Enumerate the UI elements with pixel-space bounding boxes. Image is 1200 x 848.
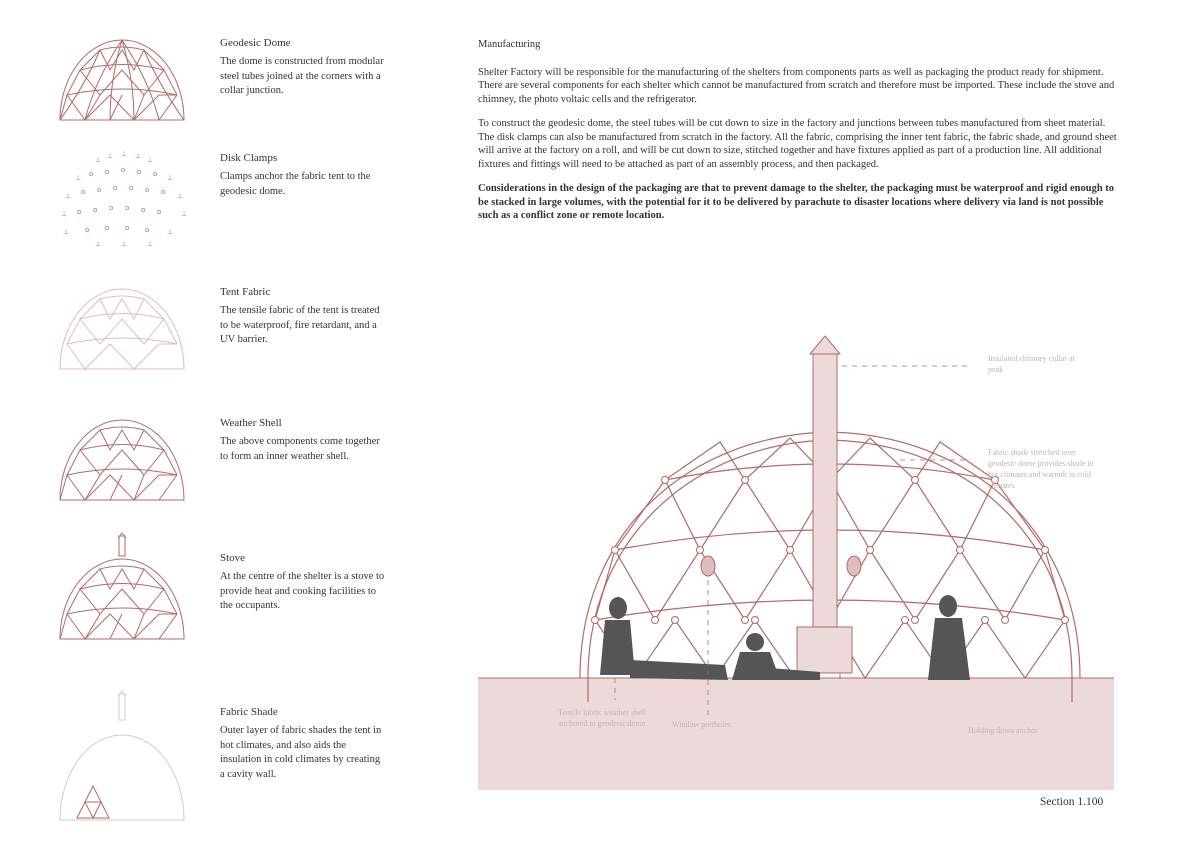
svg-text:o: o: [105, 224, 110, 232]
component-disk-clamps: [0, 150, 440, 280]
svg-text:o: o: [145, 186, 150, 194]
svg-text:⊥: ⊥: [177, 192, 184, 200]
annotation-fabric-shade: Fabric shade stretched over geodesic dome provides shade in hot climates and warmth in cold climates: [988, 448, 1094, 490]
svg-text:⊥: ⊥: [167, 174, 174, 182]
component-title: Disk Clamps: [220, 152, 278, 164]
component-title: Weather Shell: [220, 417, 282, 429]
porthole-left: [701, 556, 715, 576]
stove-dome-icon: [55, 532, 190, 644]
svg-text:⊥: ⊥: [95, 240, 102, 248]
svg-text:⊥: ⊥: [147, 240, 154, 248]
svg-text:o: o: [93, 206, 98, 214]
annotation-portholes: Window portholes: [672, 720, 732, 729]
svg-text:⊥: ⊥: [135, 152, 142, 160]
svg-text:⊥: ⊥: [107, 152, 114, 160]
svg-text:⊥: ⊥: [181, 210, 188, 218]
annotation-weather-shell: Tensile fabric weather shell anchored to geodesic dome.: [558, 708, 648, 728]
svg-text:o: o: [125, 224, 130, 232]
component-description: The tensile fabric of the tent is treated to be waterproof, fire retardant, and a UV barrier.: [220, 305, 380, 345]
manufacturing-heading: Manufacturing: [478, 39, 541, 50]
porthole-right: [847, 556, 861, 576]
svg-text:⊥: ⊥: [121, 150, 128, 158]
component-title: Tent Fabric: [220, 286, 271, 298]
chimney: [810, 336, 840, 627]
svg-text:⊥: ⊥: [95, 156, 102, 164]
svg-text:o: o: [129, 184, 134, 192]
component-fabric-shade: [0, 690, 440, 820]
svg-text:o: o: [81, 188, 86, 196]
annotation-anchor: Holding down anchor: [968, 726, 1038, 735]
svg-text:o: o: [161, 188, 166, 196]
manufacturing-text: [478, 38, 1118, 234]
people-silhouettes: [600, 595, 970, 680]
svg-text:o: o: [113, 184, 118, 192]
svg-text:o: o: [153, 170, 158, 178]
svg-text:o: o: [141, 206, 146, 214]
svg-text:o: o: [105, 168, 110, 176]
svg-text:⊥: ⊥: [121, 240, 128, 248]
manufacturing-paragraph-2: To construct the geodesic dome, the steel tubes will be cut down to size in the factory and junctions between tubes manufactured from sheet material. The disk clamps can also be manufactured from scratch in the factory. All the fabric, comprising the inner tent fabric, the fabric shade, and ground sheet will arrive at the factory on a roll, and will be cut down to size, stitched together and have fixtures applied as part of a production line. All additional fixtures and fittings will need to be attached as part of an assembly process, and then packaged.: [478, 118, 1117, 170]
tent-fabric-icon: [55, 284, 190, 374]
svg-text:⊥: ⊥: [63, 228, 70, 236]
component-weather-shell: [0, 415, 440, 545]
component-title: Fabric Shade: [220, 706, 278, 718]
svg-text:o: o: [109, 204, 114, 212]
svg-text:⊥: ⊥: [75, 174, 82, 182]
svg-text:o: o: [157, 208, 162, 216]
svg-text:o: o: [89, 170, 94, 178]
component-title: Stove: [220, 552, 246, 564]
component-description: Clamps anchor the fabric tent to the geodesic dome.: [220, 171, 371, 197]
component-stove: [0, 530, 440, 660]
component-description: Outer layer of fabric shades the tent in hot climates, and also aids the insulation in cold climates by creating a cavity wall.: [220, 725, 382, 780]
weather-shell-icon: [55, 415, 190, 505]
svg-text:o: o: [85, 226, 90, 234]
component-title: Geodesic Dome: [220, 37, 291, 49]
svg-text:o: o: [125, 204, 130, 212]
component-geodesic-dome: [0, 35, 440, 165]
disk-clamps-icon: [55, 150, 190, 250]
fabric-shade-icon: [55, 690, 190, 825]
svg-text:⊥: ⊥: [65, 192, 72, 200]
svg-text:o: o: [77, 208, 82, 216]
geodesic-dome-icon: [55, 35, 190, 125]
manufacturing-paragraph-1: Shelter Factory will be responsible for the manufacturing of the shelters from components parts as well as packaging the product ready for shipment. There are several components for each shelter which cannot be manufactured from scratch and therefore must be imported. These include the stove and chimney, the photo voltaic cells and the refrigerator.: [478, 66, 1115, 105]
manufacturing-paragraph-3: Considerations in the design of the packaging are that to prevent damage to the shelter, the packaging must be waterproof and rigid enough to be stacked in large volumes, with the potential for it to be delivered by parachute to disaster locations where delivery via land is not possible such as a conflict zone or remote location.: [478, 183, 1115, 221]
stove-icon: [797, 627, 852, 673]
annotation-chimney-collar: Insulated chimney collar at peak: [988, 354, 1075, 374]
component-description: At the centre of the shelter is a stove to provide heat and cooking facilities to the occupants.: [220, 571, 385, 611]
svg-text:o: o: [121, 166, 126, 174]
svg-text:⊥: ⊥: [147, 156, 154, 164]
svg-text:o: o: [145, 226, 150, 234]
component-tent-fabric: [0, 284, 440, 414]
svg-text:⊥: ⊥: [61, 210, 68, 218]
component-description: The dome is constructed from modular steel tubes joined at the corners with a collar junction.: [220, 56, 384, 96]
svg-text:o: o: [97, 186, 102, 194]
svg-text:o: o: [137, 168, 142, 176]
svg-text:⊥: ⊥: [167, 228, 174, 236]
section-label: Section 1.100: [1040, 796, 1104, 808]
component-description: The above components come together to form an inner weather shell.: [220, 436, 380, 462]
